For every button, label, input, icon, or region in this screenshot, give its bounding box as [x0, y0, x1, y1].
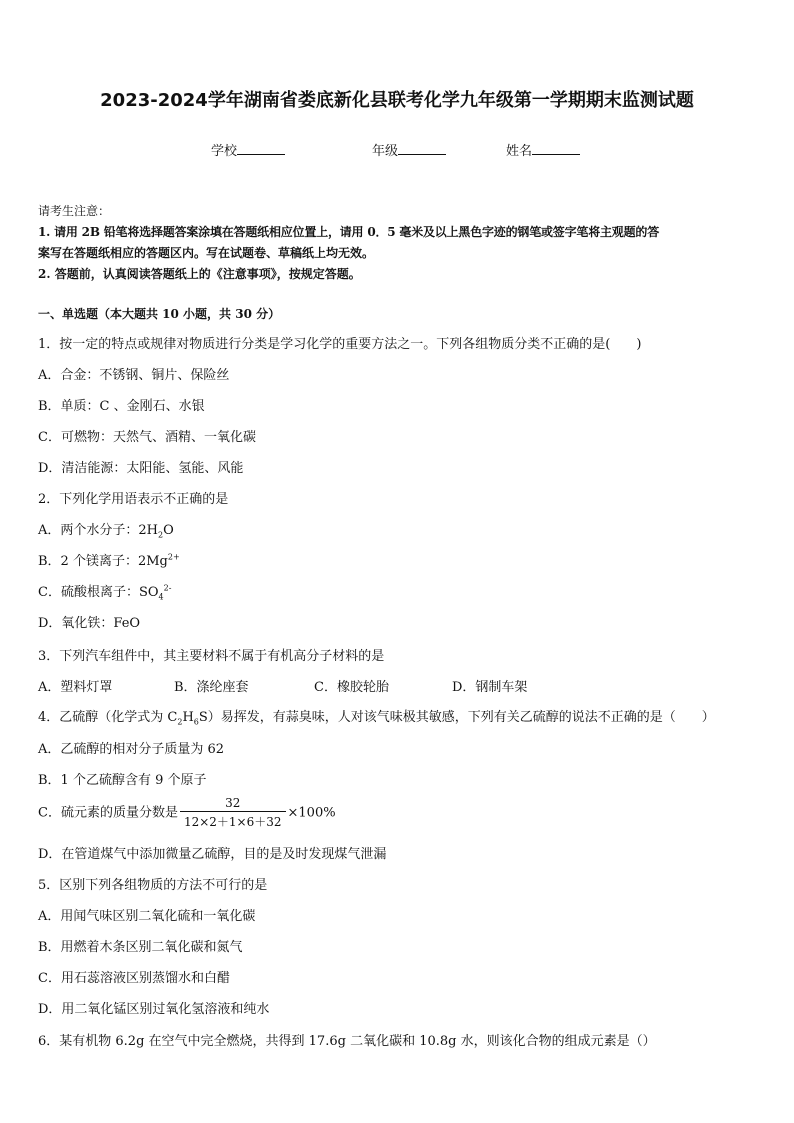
- q1-option-b: B．单质：C 、金刚石、水银: [38, 399, 205, 414]
- section-heading: 一、单选题（本大题共 10 小题，共 30 分）: [38, 307, 281, 321]
- notice-heading: 请考生注意：: [38, 204, 111, 218]
- q3-options: [38, 676, 758, 694]
- name-field: [506, 140, 580, 159]
- name-blank: [532, 142, 580, 155]
- grade-blank: [398, 142, 446, 155]
- notice-item-1b: 案写在答题纸相应的答题区内。写在试题卷、草稿纸上均无效。: [38, 246, 375, 260]
- q5-option-b: B．用燃着木条区别二氧化碳和氮气: [38, 940, 243, 955]
- q4-option-b: B．1 个乙硫醇含有 9 个原子: [38, 773, 207, 788]
- q4-stem: 4．乙硫醇（化学式为 $C_2H_6S$）易挥发，有蒜臭味，人对该气味极其敏感，下列有关乙硫醇的说法不正确的是（ ）: [38, 710, 715, 727]
- q4-option-d: D．在管道煤气中添加微量乙硫醇，目的是及时发现煤气泄漏: [38, 847, 387, 862]
- formula-mg-ion: $2Mg^{2+}$: [137, 552, 180, 569]
- q3-option-b: B．涤纶座套: [174, 680, 249, 695]
- q2-option-b: B．2 个镁离子：$2Mg^{2+}$: [38, 552, 180, 569]
- candidate-notice: [38, 201, 758, 285]
- school-field: [211, 140, 285, 159]
- q1-stem: 1．按一定的特点或规律对物质进行分类是学习化学的重要方法之一。下列各组物质分类不正确的是( ): [38, 337, 642, 352]
- q3-option-a: A．塑料灯罩: [38, 680, 113, 695]
- q3-option-c: C．橡胶轮胎: [314, 680, 389, 695]
- q2-stem: 2．下列化学用语表示不正确的是: [38, 492, 229, 507]
- page-title: 2023-2024学年湖南省娄底新化县联考化学九年级第一学期期末监测试题: [100, 90, 694, 111]
- q2-option-c: C．硫酸根离子：$SO_4^{2-}$: [38, 583, 172, 602]
- grade-field: [372, 140, 446, 159]
- q4-option-c: C．硫元素的质量分数是 $\frac{32}{12\times 2+1\times 6+32}$ ×100%: [38, 796, 336, 829]
- q2-option-d: D．氧化铁：FeO: [38, 616, 141, 631]
- notice-item-2: 2. 答题前，认真阅读答题纸上的《注意事项》，按规定答题。: [38, 267, 361, 281]
- q1-option-d: D．清洁能源：太阳能、氢能、风能: [38, 461, 244, 476]
- school-blank: [237, 142, 285, 155]
- q2-option-a: A．两个水分子：$2H_2O$: [38, 523, 174, 540]
- q5-option-d: D．用二氧化锰区别过氧化氢溶液和纯水: [38, 1002, 270, 1017]
- q4-option-a: A．乙硫醇的相对分子质量为 62: [38, 742, 225, 757]
- q3-stem: 3．下列汽车组件中，其主要材料不属于有机高分子材料的是: [38, 649, 385, 664]
- q5-option-a: A．用闻气味区别二氧化硫和一氧化碳: [38, 909, 256, 924]
- mass-fraction-formula: $\frac{32}{12\times 2+1\times 6+32}$: [180, 796, 286, 830]
- formula-sulfate: $SO_4^{2-}$: [138, 583, 172, 602]
- q1-option-c: C．可燃物：天然气、酒精、一氧化碳: [38, 430, 256, 445]
- q1-option-a: A．合金：不锈钢、铜片、保险丝: [38, 368, 230, 383]
- school-label: 学校: [211, 144, 238, 159]
- q5-option-c: C．用石蕊溶液区别蒸馏水和白醋: [38, 971, 230, 986]
- q6-stem: 6．某有机物 6.2g 在空气中完全燃烧，共得到 17.6g 二氧化碳和 10.8g 水，则该化合物的组成元素是（）: [38, 1034, 656, 1049]
- grade-label: 年级: [372, 144, 399, 159]
- name-label: 姓名: [506, 144, 533, 159]
- formula-water: $2H_2O$: [138, 523, 174, 540]
- q3-option-d: D．钢制车架: [452, 680, 528, 695]
- q5-stem: 5．区别下列各组物质的方法不可行的是: [38, 878, 268, 893]
- notice-item-1a: 1. 请用 2B 铅笔将选择题答案涂填在答题纸相应位置上，请用 0．5 毫米及以上黑色字迹的钢笔或签字笔将主观题的答: [38, 225, 660, 239]
